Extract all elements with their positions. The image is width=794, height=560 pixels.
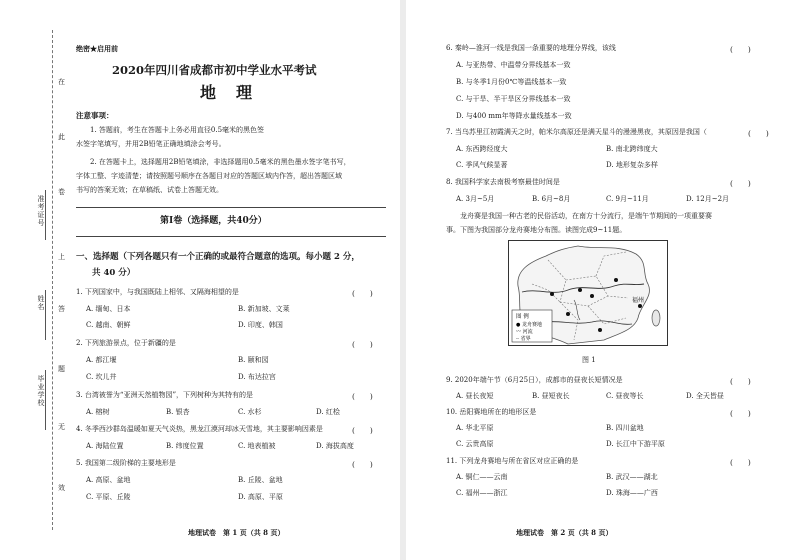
option: C. 水杉 xyxy=(238,408,262,416)
notice-line: 2. 在答题卡上，选择题用2B铅笔填涂，非选择题用0.5毫米的黑色墨水签字笔书写， xyxy=(90,158,351,166)
option: B. 南北跨纬度大 xyxy=(606,145,658,153)
option: D. 与400 mm年等降水量线基本一致 xyxy=(456,112,572,120)
divider xyxy=(76,207,386,208)
option: A. 榕树 xyxy=(86,408,110,416)
option: D. 印度、韩国 xyxy=(238,321,283,329)
race-site-marker xyxy=(598,328,602,332)
option: A. 海陆位置 xyxy=(86,442,124,450)
option: D. 珠海——广西 xyxy=(606,489,658,497)
option: D. 高原、平原 xyxy=(238,493,283,501)
answer-paren: ( ) xyxy=(730,179,751,188)
legend-item: 〰 河流 xyxy=(516,329,533,335)
page-footer: 地理试卷 第 1 页（共 8 页） xyxy=(188,528,285,537)
option: B. 银杏 xyxy=(166,408,190,416)
margin-field-school: 毕业学校 xyxy=(37,375,45,407)
answer-paren: ( ) xyxy=(352,340,373,349)
seal-line xyxy=(52,30,53,530)
option: C. 平原、丘陵 xyxy=(86,493,131,501)
margin-field-ticket-number: 准考证号 xyxy=(37,195,45,227)
option: A. 昼长夜短 xyxy=(456,392,494,400)
option: B. 四川盆地 xyxy=(606,424,644,432)
answer-paren: ( ) xyxy=(352,392,373,401)
section-title: 第Ⅰ卷（选择题，共40分） xyxy=(160,216,267,226)
race-site-marker xyxy=(614,278,618,282)
question-8: 8. 我国科学家去南极考察最佳时间是 xyxy=(446,178,560,186)
seal-char: 题 xyxy=(58,365,65,373)
margin-field-name: 姓名 xyxy=(37,295,45,311)
option: A. 华北平原 xyxy=(456,424,494,432)
passage-line: 事。下图为我国部分龙舟赛地分布图。读图完成9~11题。 xyxy=(446,226,627,234)
question-4: 4. 冬季西沙群岛温暖如夏天气炎热，黑龙江漠河却冰天雪地，其主要影响因素是 xyxy=(76,425,323,433)
answer-paren: ( ) xyxy=(730,377,751,386)
question-1: 1. 下列国家中，与我国既陆上相邻、又隔海相望的是 xyxy=(76,288,239,296)
option: C. 越南、朝鲜 xyxy=(86,321,131,329)
option: C. 坎儿井 xyxy=(86,373,117,381)
race-site-marker xyxy=(590,294,594,298)
option: C. 昼夜等长 xyxy=(606,392,644,400)
passage-line: 龙舟赛是我国一种古老的民俗活动，在南方十分流行，是端午节期间的一项重要赛 xyxy=(460,212,712,220)
page-footer: 地理试卷 第 2 页（共 8 页） xyxy=(516,528,613,537)
option: B. 与冬季1月份0℃等温线基本一致 xyxy=(456,78,567,86)
answer-paren: ( ) xyxy=(352,426,373,435)
subject-title: 地 理 xyxy=(200,83,255,102)
option: D. 地形复杂多样 xyxy=(606,161,658,169)
option: D. 12月~2月 xyxy=(686,195,730,203)
seal-char: 卷 xyxy=(58,188,65,196)
seal-char: 答 xyxy=(58,305,65,313)
option: D. 海拔高度 xyxy=(316,442,354,450)
option: B. 昼短夜长 xyxy=(532,392,570,400)
question-6: 6. 秦岭—淮河一线是我国一条重要的地理分界线，该线 xyxy=(446,44,616,52)
option: B. 武汉——湖北 xyxy=(606,473,658,481)
city-label: 福州 xyxy=(632,297,645,304)
race-site-marker xyxy=(578,288,582,292)
option: A. 东西跨经度大 xyxy=(456,145,508,153)
option: C. 福州——浙江 xyxy=(456,489,508,497)
notice-line: 书写的答案无效；在草稿纸、试卷上答题无效。 xyxy=(76,186,223,194)
race-site-marker xyxy=(566,312,570,316)
seal-char: 此 xyxy=(58,133,65,141)
option: D. 全天皆昼 xyxy=(686,392,724,400)
secret-label: 绝密★启用前 xyxy=(76,44,118,53)
question-2: 2. 下列旅游景点，位于新疆的是 xyxy=(76,339,176,347)
option: A. 3月~5月 xyxy=(456,195,495,203)
option: D. 布达拉宫 xyxy=(238,373,276,381)
part-title: 一、选择题（下列各题只有一个正确的或最符合题意的选项。每小题 2 分， xyxy=(76,252,360,262)
race-site-marker xyxy=(550,292,554,296)
option: D. 红桧 xyxy=(316,408,340,416)
option: B. 新加坡、文莱 xyxy=(238,305,290,313)
option: C. 9月~11月 xyxy=(606,195,649,203)
seal-char: 上 xyxy=(58,253,65,261)
option: A. 与亚热带、中温带分界线基本一致 xyxy=(456,61,571,69)
question-5: 5. 我国第二级阶梯的主要地形是 xyxy=(76,459,176,467)
question-9: 9. 2020年端午节（6月25日），成都市的昼夜长短情况是 xyxy=(446,376,623,384)
legend-title: 图 例 xyxy=(516,314,529,320)
legend-item: ● 龙舟赛地 xyxy=(516,322,542,328)
answer-paren: ( ) xyxy=(352,289,373,298)
option: C. 地表植被 xyxy=(238,442,276,450)
race-site-marker xyxy=(638,304,642,308)
notice-line: 1. 答题前，考生在答题卡上务必用直径0.5毫米的黑色签 xyxy=(90,126,265,134)
option: B. 丘陵、盆地 xyxy=(238,476,283,484)
question-11: 11. 下列龙舟赛地与所在省区对应正确的是 xyxy=(446,457,579,465)
seal-char: 在 xyxy=(58,78,65,86)
notice-line: 水签字笔填写，并用2B铅笔正确地填涂会考号。 xyxy=(76,140,226,148)
question-7: 7. 当乌苏里江初霞满天之时，帕米尔高原还是满天星斗的漫漫黑夜，其原因是我国（ xyxy=(446,128,707,136)
taiwan-island xyxy=(652,310,660,326)
option: A. 铜仁——云南 xyxy=(456,473,508,481)
notice-line: 字体工整、字迹清楚；请按照题号顺序在各题目对应的答题区域内作答，超出答题区域 xyxy=(76,172,342,180)
option: B. 颐和园 xyxy=(238,356,269,364)
right-page xyxy=(406,0,794,560)
answer-paren: ( ) xyxy=(730,458,751,467)
seal-char: 无 xyxy=(58,423,65,431)
answer-paren: ( ) xyxy=(352,460,373,469)
option: B. 纬度位置 xyxy=(166,442,204,450)
notice-heading: 注意事项： xyxy=(76,111,114,120)
answer-paren: ( ) xyxy=(748,129,769,138)
answer-paren: ( ) xyxy=(730,409,751,418)
option: B. 6月~8月 xyxy=(532,195,571,203)
option: A. 缅甸、日本 xyxy=(86,305,131,313)
question-3: 3. 台湾被誉为“亚洲天然植物园”，下列树种为其特有的是 xyxy=(76,391,254,399)
question-10: 10. 岳阳赛地所在的地形区是 xyxy=(446,408,537,416)
option: A. 都江堰 xyxy=(86,356,117,364)
option: C. 云贵高原 xyxy=(456,440,494,448)
part-title: 共 40 分） xyxy=(92,268,136,278)
option: D. 长江中下游平原 xyxy=(606,440,665,448)
exam-title: 2020年四川省成都市初中学业水平考试 xyxy=(112,63,317,77)
divider xyxy=(76,236,386,237)
option: C. 季风气候显著 xyxy=(456,161,508,169)
dragon-boat-map xyxy=(508,240,668,346)
figure-caption: 图 1 xyxy=(582,356,596,364)
seal-char: 效 xyxy=(58,484,65,492)
option: C. 与干旱、半干旱区分界线基本一致 xyxy=(456,95,571,103)
legend-item: ┄ 省界 xyxy=(516,336,531,342)
option: A. 高原、盆地 xyxy=(86,476,131,484)
answer-paren: ( ) xyxy=(730,45,751,54)
